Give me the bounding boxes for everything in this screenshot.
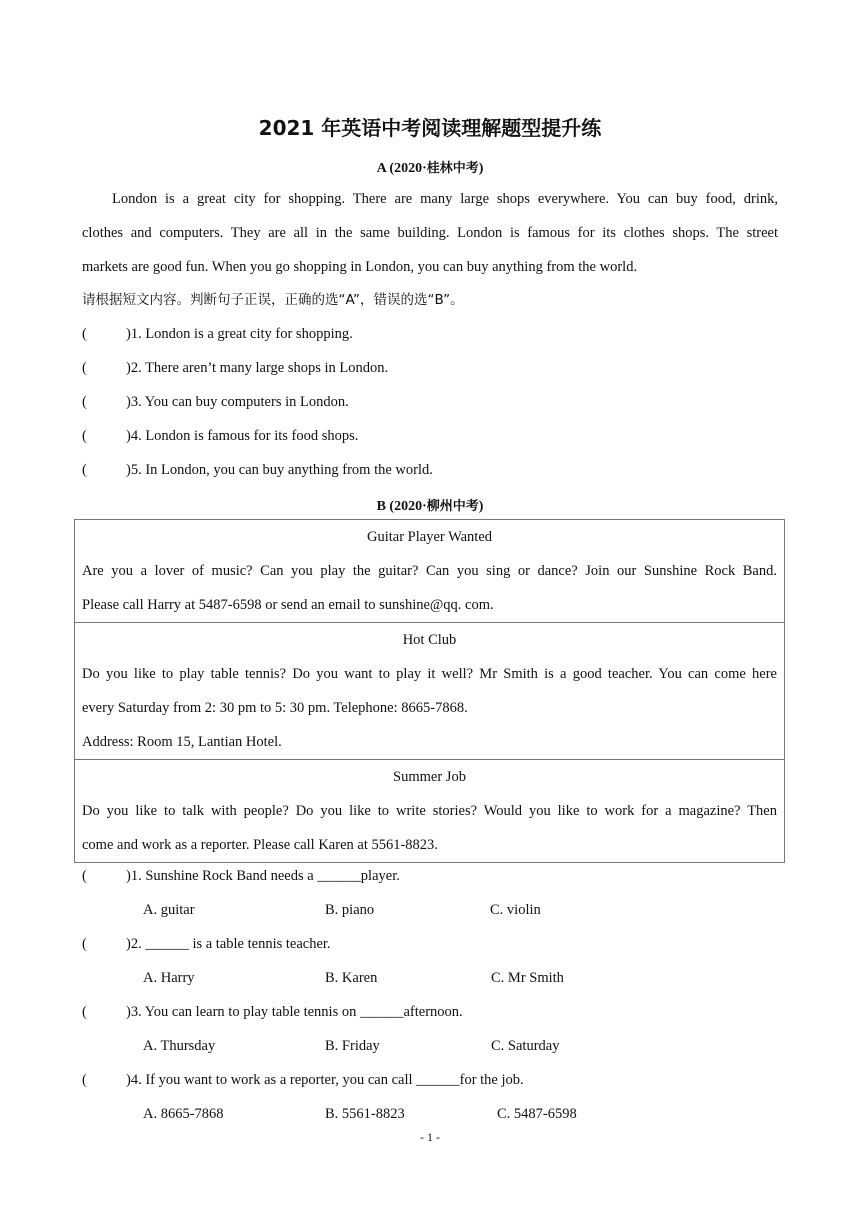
answer-paren[interactable]: ( — [82, 936, 87, 952]
option-c[interactable]: C. violin — [490, 902, 541, 918]
ads-table — [74, 519, 785, 863]
section-a-heading-year: A (2020· — [376, 161, 427, 176]
section-b-heading — [0, 495, 860, 515]
ad-guitar-player — [75, 520, 784, 622]
option-b[interactable]: B. Friday — [325, 1038, 380, 1054]
passage-line: clothes and computers. They are all in the same building. London is famous for its clothes shops. The street — [82, 225, 778, 241]
answer-paren[interactable]: ( — [82, 1004, 87, 1020]
ad-title: Guitar Player Wanted — [367, 529, 492, 545]
question-b1 — [82, 868, 400, 885]
answer-paren[interactable]: ( — [82, 462, 87, 478]
question-text: )1. Sunshine Rock Band needs a ______player. — [126, 868, 400, 884]
ad-line: Address: Room 15, Lantian Hotel. — [82, 734, 282, 750]
question-a4 — [82, 428, 358, 445]
question-b2 — [82, 936, 331, 953]
ad-line: Please call Harry at 5487-6598 or send an email to sunshine@qq. com. — [82, 597, 494, 613]
question-a5 — [82, 462, 433, 479]
option-b[interactable]: B. piano — [325, 902, 375, 918]
section-b-heading-year: B (2020· — [376, 499, 427, 514]
question-b4 — [82, 1072, 524, 1089]
question-text: )2. There aren’t many large shops in London. — [126, 360, 389, 376]
option-c[interactable]: C. 5487-6598 — [497, 1106, 577, 1122]
option-b[interactable]: B. Karen — [325, 970, 378, 986]
option-c[interactable]: C. Saturday — [491, 1038, 560, 1054]
question-text: )4. If you want to work as a reporter, you can call ______for the job. — [126, 1072, 524, 1088]
question-text: )2. ______ is a table tennis teacher. — [126, 936, 331, 952]
option-c[interactable]: C. Mr Smith — [491, 970, 564, 986]
ad-line: every Saturday from 2: 30 pm to 5: 30 pm. Telephone: 8665-7868. — [82, 700, 468, 716]
section-a-heading-end: ) — [478, 161, 484, 176]
answer-paren[interactable]: ( — [82, 360, 87, 376]
ad-title: Hot Club — [402, 632, 457, 648]
question-b3 — [82, 1004, 463, 1021]
ad-line: Are you a lover of music? Can you play the guitar? Can you sing or dance? Join our Sunshine Rock Band. — [82, 563, 777, 579]
question-text: )1. London is a great city for shopping. — [126, 326, 353, 342]
answer-paren[interactable]: ( — [82, 326, 87, 342]
question-text: )5. In London, you can buy anything from the world. — [126, 462, 433, 478]
option-a[interactable]: A. 8665-7868 — [143, 1106, 224, 1122]
ad-hot-club — [75, 622, 784, 759]
answer-paren[interactable]: ( — [82, 394, 87, 410]
question-a1 — [82, 326, 353, 343]
page-number: - 1 - — [420, 1130, 440, 1144]
question-text: )4. London is famous for its food shops. — [126, 428, 359, 444]
ad-line: Do you like to talk with people? Do you like to write stories? Would you like to work for a magazine? Then — [82, 803, 777, 819]
question-a2 — [82, 360, 388, 377]
section-a-heading-source: 桂林中考 — [426, 161, 479, 176]
section-b-heading-source: 柳州中考 — [426, 499, 479, 514]
ad-summer-job — [75, 759, 784, 862]
answer-paren[interactable]: ( — [82, 1072, 87, 1088]
ad-line: Do you like to play table tennis? Do you want to play it well? Mr Smith is a good teacher. You can come here — [82, 666, 777, 682]
page-title: 2021 年英语中考阅读理解题型提升练 — [258, 116, 602, 140]
instruction-text: 请根据短文内容。判断句子正误，正确的选“A”，错误的选“B”。 — [82, 292, 464, 308]
option-a[interactable]: A. Thursday — [143, 1038, 216, 1054]
section-a-passage — [82, 182, 778, 284]
option-a[interactable]: A. Harry — [143, 970, 195, 986]
ad-line: come and work as a reporter. Please call Karen at 5561-8823. — [82, 837, 438, 853]
section-a-heading — [0, 157, 860, 177]
passage-line: markets are good fun. When you go shopping in London, you can buy anything from the world. — [82, 259, 638, 275]
question-text: )3. You can learn to play table tennis on ______afternoon. — [126, 1004, 463, 1020]
answer-paren[interactable]: ( — [82, 428, 87, 444]
option-a[interactable]: A. guitar — [143, 902, 195, 918]
ad-title: Summer Job — [393, 769, 466, 785]
question-text: )3. You can buy computers in London. — [126, 394, 349, 410]
answer-paren[interactable]: ( — [82, 868, 87, 884]
question-a3 — [82, 394, 349, 411]
passage-line: London is a great city for shopping. There are many large shops everywhere. You can buy food, drink, — [112, 191, 778, 207]
option-b[interactable]: B. 5561-8823 — [325, 1106, 405, 1122]
section-b-heading-end: ) — [478, 499, 484, 514]
